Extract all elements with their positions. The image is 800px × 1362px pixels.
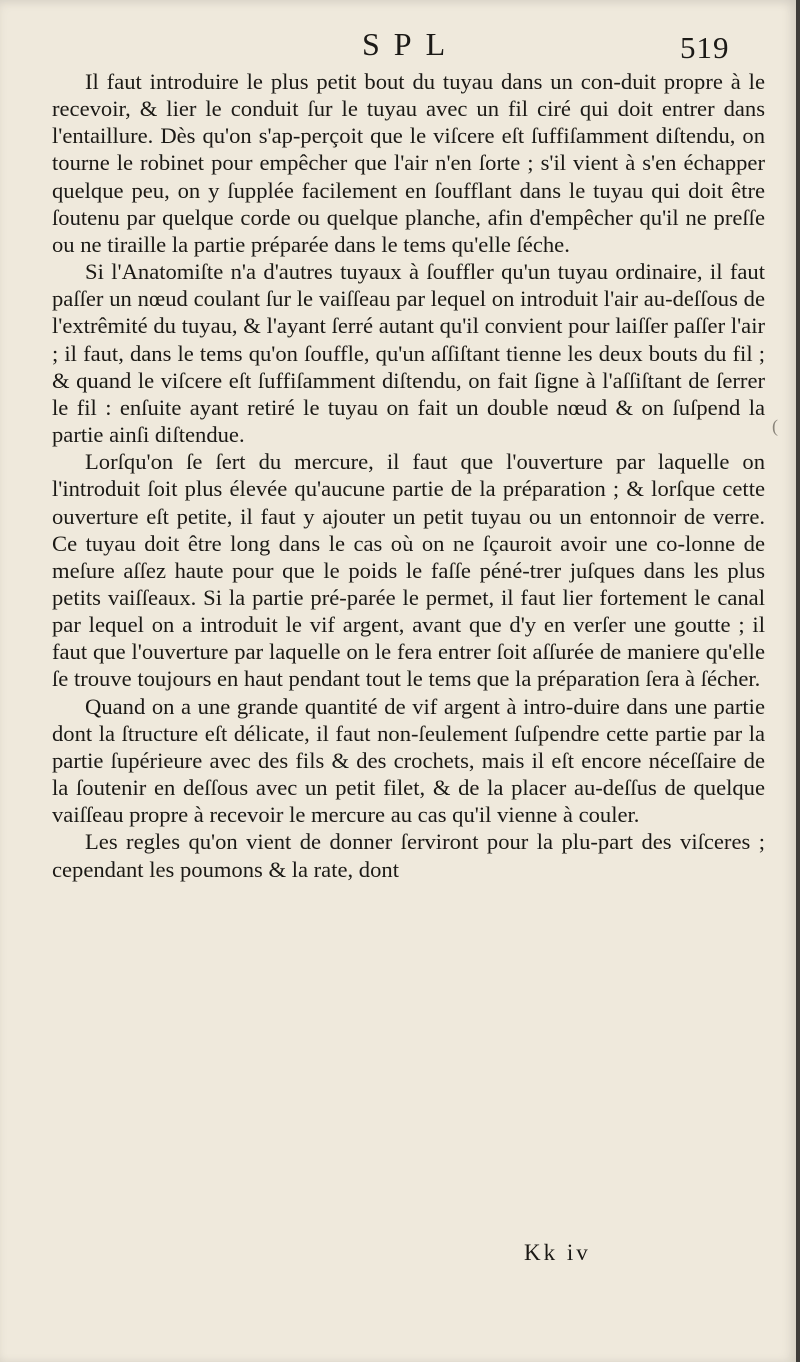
- page-number: 519: [680, 30, 730, 65]
- signature-mark: Kk iv: [524, 1240, 591, 1265]
- paragraph: Il faut introduire le plus petit bout du tuyau dans un con-duit propre à le recevoir, & lier le conduit ſur le tuyau avec un fil ciré qui doit entrer dans l'entaillure. Dès qu'on s'ap-perçoit que le viſcere eſt ſuffiſamment diſtendu, on tourne le robinet pour empêcher que l'air n'en ſorte ; s'il vient à s'en échapper quelque peu, on y ſupplée facilement en ſoufflant dans le tuyau qui doit être ſoutenu par quelque corde ou quelque planche, afin d'empêcher qu'il ne preſſe ou ne tiraille la partie préparée dans le tems qu'elle ſéche.: [52, 69, 765, 257]
- body-text: [52, 68, 765, 883]
- page-edge: [796, 0, 800, 1362]
- running-head: SPL: [362, 26, 460, 62]
- paragraph: Lorſqu'on ſe ſert du mercure, il faut que l'ouverture par laquelle on l'introduit ſoit plus élevée qu'aucune partie de la préparation ; & lorſque cette ouverture eſt petite, il faut y ajouter un petit tuyau ou un entonnoir de verre. Ce tuyau doit être long dans le cas où on ne ſçauroit avoir une co-lonne de meſure aſſez haute pour que le poids le faſſe péné-trer juſques dans les plus petits vaiſſeaux. Si la partie pré-parée le permet, il faut lier fortement le canal par lequel on a introduit le vif argent, avant que d'y en verſer une goutte ; il faut que l'ouverture par laquelle on le fera entrer ſoit aſſurée de maniere qu'elle ſe trouve toujours en haut pendant tout le tems que la préparation ſera à ſécher.: [52, 449, 765, 692]
- margin-mark: (: [772, 416, 778, 436]
- paragraph: Si l'Anatomiſte n'a d'autres tuyaux à ſouffler qu'un tuyau ordinaire, il faut paſſer un nœud coulant ſur le vaiſſeau par lequel on introduit l'air au-deſſous de l'extrêmité du tuyau, & l'ayant ſerré autant qu'il convient pour laiſſer paſſer l'air ; il faut, dans le tems qu'on ſouffle, qu'un aſſiſtant tienne les deux bouts du fil ; & quand le viſcere eſt ſuffiſamment diſtendu, on fait ſigne à l'aſſiſtant de ſerrer le fil : enſuite ayant retiré le tuyau on fait un double nœud & on ſuſpend la partie ainſi diſtendue.: [52, 259, 765, 448]
- paragraph: Quand on a une grande quantité de vif argent à intro-duire dans une partie dont la ſtructure eſt délicate, il faut non-ſeulement ſuſpendre cette partie par la partie ſupérieure avec des fils & des crochets, mais il eſt encore néceſſaire de la ſoutenir en deſſous avec un petit filet, & de la placer au-deſſus de quelque vaiſſeau propre à recevoir le mercure au cas qu'il vienne à couler.: [52, 693, 765, 828]
- page-header: [0, 24, 796, 68]
- paragraph: Les regles qu'on vient de donner ſerviront pour la plu-part des viſceres ; cependant les poumons & la rate, dont: [52, 829, 765, 882]
